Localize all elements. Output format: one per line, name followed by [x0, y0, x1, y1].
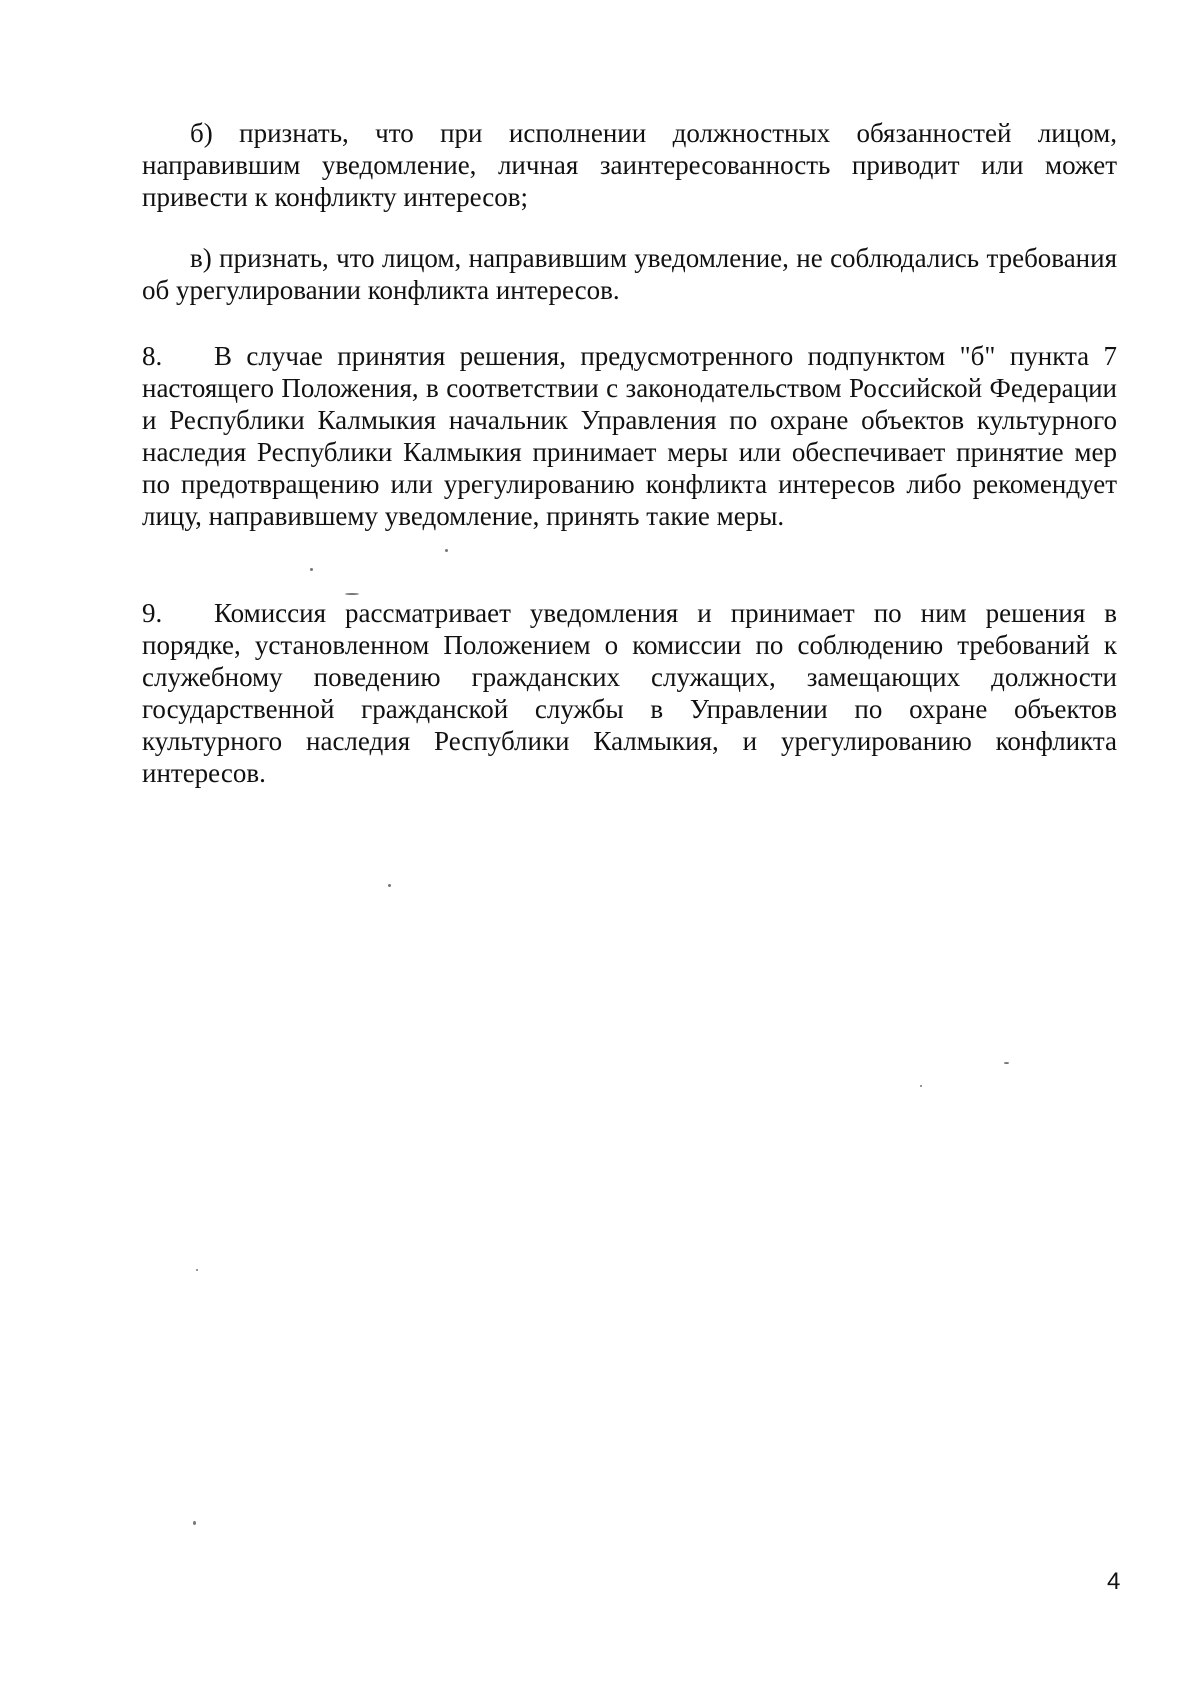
- scan-speck: [196, 1269, 198, 1271]
- paragraph-7v-text: в) признать, что лицом, направившим уведомление, не соблюдались требования об урегулировании конфликта интересов.: [142, 243, 1117, 305]
- paragraph-7v: [142, 242, 1117, 306]
- scan-speck: [388, 884, 391, 887]
- page-number: 4: [1107, 1568, 1121, 1595]
- scan-speck: [345, 593, 359, 595]
- paragraph-8-number: 8.: [142, 341, 163, 371]
- paragraph-8: [142, 340, 1117, 532]
- paragraph-9-text: Комиссия рассматривает уведомления и принимает по ним решения в порядке, установленном Положением о комиссии по соблюдению требований к служебному поведению гражданских служащих, замещающих должности государственной гражданской службы в Управлении по охране объектов культурного наследия Республики Калмыкия, и урегулированию конфликта интересов.: [142, 598, 1117, 788]
- paragraph-7b: [142, 117, 1117, 213]
- paragraph-9-number: 9.: [142, 598, 163, 628]
- paragraph-8-text: В случае принятия решения, предусмотренного подпунктом "б" пункта 7 настоящего Положения, в соответствии с законодательством Российской Федерации и Республики Калмыкия начальник Управления по охране объектов культурного наследия Республики Калмыкия принимает меры или обеспечивает принятие мер по предотвращению или урегулированию конфликта интересов либо рекомендует лицу, направившему уведомление, принять такие меры.: [142, 341, 1117, 531]
- scan-speck: [920, 1085, 922, 1087]
- scan-speck: [193, 1521, 196, 1525]
- paragraph-7b-text: б) признать, что при исполнении должностных обязанностей лицом, направившим уведомление, личная заинтересованность приводит или может привести к конфликту интересов;: [142, 118, 1117, 212]
- scan-speck: [1004, 1062, 1009, 1064]
- paragraph-9: [142, 597, 1117, 789]
- scan-speck: [445, 549, 448, 552]
- scan-speck: [310, 568, 313, 571]
